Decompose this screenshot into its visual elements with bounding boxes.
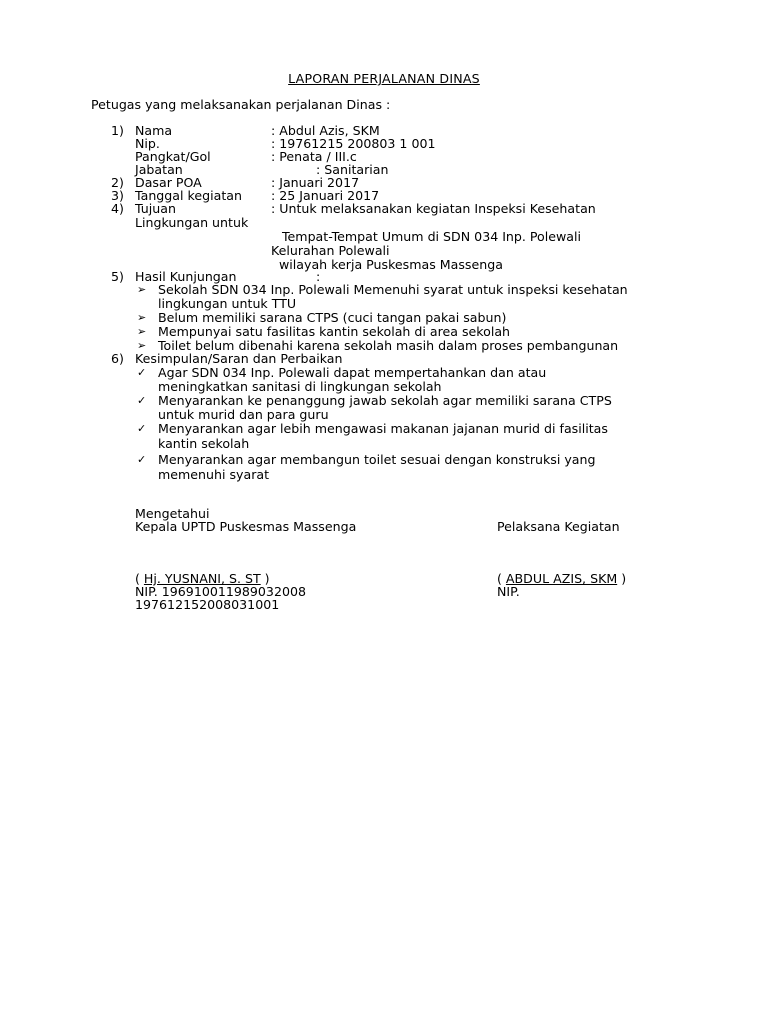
checkmark-icon: ✓	[137, 394, 147, 407]
value-nip: : 19761215 200803 1 001	[271, 136, 436, 151]
signature-right-nip: NIP.	[497, 584, 520, 599]
label-jabatan: Jabatan	[135, 162, 183, 177]
list-item: Agar SDN 034 Inp. Polewali dapat mempertahankan dan atau	[158, 365, 547, 380]
intro-text: Petugas yang melaksanakan perjalanan Dinas :	[91, 97, 391, 112]
arrow-bullet-icon: ➢	[137, 325, 147, 338]
paren-open: (	[497, 571, 506, 586]
signature-left-header: Mengetahui	[135, 506, 210, 521]
label-tujuan: Tujuan	[135, 201, 176, 216]
label-tujuan-line2: Lingkungan untuk	[135, 215, 249, 230]
signature-left-position: Kepala UPTD Puskesmas Massenga	[135, 519, 357, 534]
signer-name-left: Hj. YUSNANI, S. ST	[143, 571, 261, 586]
label-dasar-poa: Dasar POA	[135, 175, 202, 190]
list-item: lingkungan untuk TTU	[158, 296, 297, 311]
checkmark-icon: ✓	[137, 453, 147, 466]
list-item: Menyarankan agar lebih mengawasi makanan jajanan murid di fasilitas	[158, 421, 608, 436]
value-tujuan-line4: wilayah kerja Puskesmas Massenga	[279, 257, 503, 272]
item-number: 2)	[111, 175, 124, 190]
label-nama: Nama	[135, 123, 173, 138]
label-nip: Nip.	[135, 136, 160, 151]
value-dasar-poa: : Januari 2017	[271, 175, 360, 190]
item-number: 1)	[111, 123, 124, 138]
value-nama: : Abdul Azis, SKM	[271, 123, 380, 138]
list-item: meningkatkan sanitasi di lingkungan sekolah	[158, 379, 442, 394]
value-tujuan-line3: Kelurahan Polewali	[271, 243, 390, 258]
list-item: Toilet belum dibenahi karena sekolah masih dalam proses pembangunan	[158, 338, 619, 353]
paren-close: )	[260, 571, 270, 586]
arrow-bullet-icon: ➢	[137, 283, 147, 296]
item-number: 6)	[111, 351, 124, 366]
label-hasil: Hasil Kunjungan	[135, 269, 237, 284]
hasil-colon: :	[316, 269, 321, 284]
signer-name-right: ABDUL AZIS, SKM	[505, 571, 618, 586]
value-jabatan: : Sanitarian	[316, 162, 389, 177]
signature-left-nip: NIP. 196910011989032008	[135, 584, 306, 599]
list-item: Mempunyai satu fasilitas kantin sekolah di area sekolah	[158, 324, 511, 339]
list-item: kantin sekolah	[158, 436, 250, 451]
value-tanggal: : 25 Januari 2017	[271, 188, 380, 203]
list-item: Sekolah SDN 034 Inp. Polewali Memenuhi syarat untuk inspeksi kesehatan	[158, 282, 628, 297]
paren-close: )	[617, 571, 627, 586]
document-title: LAPORAN PERJALANAN DINAS	[288, 71, 480, 86]
item-number: 4)	[111, 201, 124, 216]
label-tanggal: Tanggal kegiatan	[135, 188, 242, 203]
signature-left-nip2: 197612152008031001	[135, 597, 280, 612]
value-pangkat: : Penata / III.c	[271, 149, 357, 164]
arrow-bullet-icon: ➢	[137, 311, 147, 324]
list-item: memenuhi syarat	[158, 467, 270, 482]
list-item: untuk murid dan para guru	[158, 407, 329, 422]
arrow-bullet-icon: ➢	[137, 339, 147, 352]
value-tujuan-line1: : Untuk melaksanakan kegiatan Inspeksi Kesehatan	[271, 201, 596, 216]
label-pangkat: Pangkat/Gol	[135, 149, 211, 164]
signature-right-position: Pelaksana Kegiatan	[497, 519, 620, 534]
label-kesimpulan: Kesimpulan/Saran dan Perbaikan	[135, 351, 343, 366]
list-item: Belum memiliki sarana CTPS (cuci tangan pakai sabun)	[158, 310, 507, 325]
list-item: Menyarankan agar membangun toilet sesuai dengan konstruksi yang	[158, 452, 596, 467]
list-item: Menyarankan ke penanggung jawab sekolah agar memiliki sarana CTPS	[158, 393, 612, 408]
paren-open: (	[135, 571, 144, 586]
value-tujuan-line2: Tempat-Tempat Umum di SDN 034 Inp. Polewali	[282, 229, 582, 244]
item-number: 5)	[111, 269, 124, 284]
checkmark-icon: ✓	[137, 422, 147, 435]
item-number: 3)	[111, 188, 124, 203]
checkmark-icon: ✓	[137, 366, 147, 379]
